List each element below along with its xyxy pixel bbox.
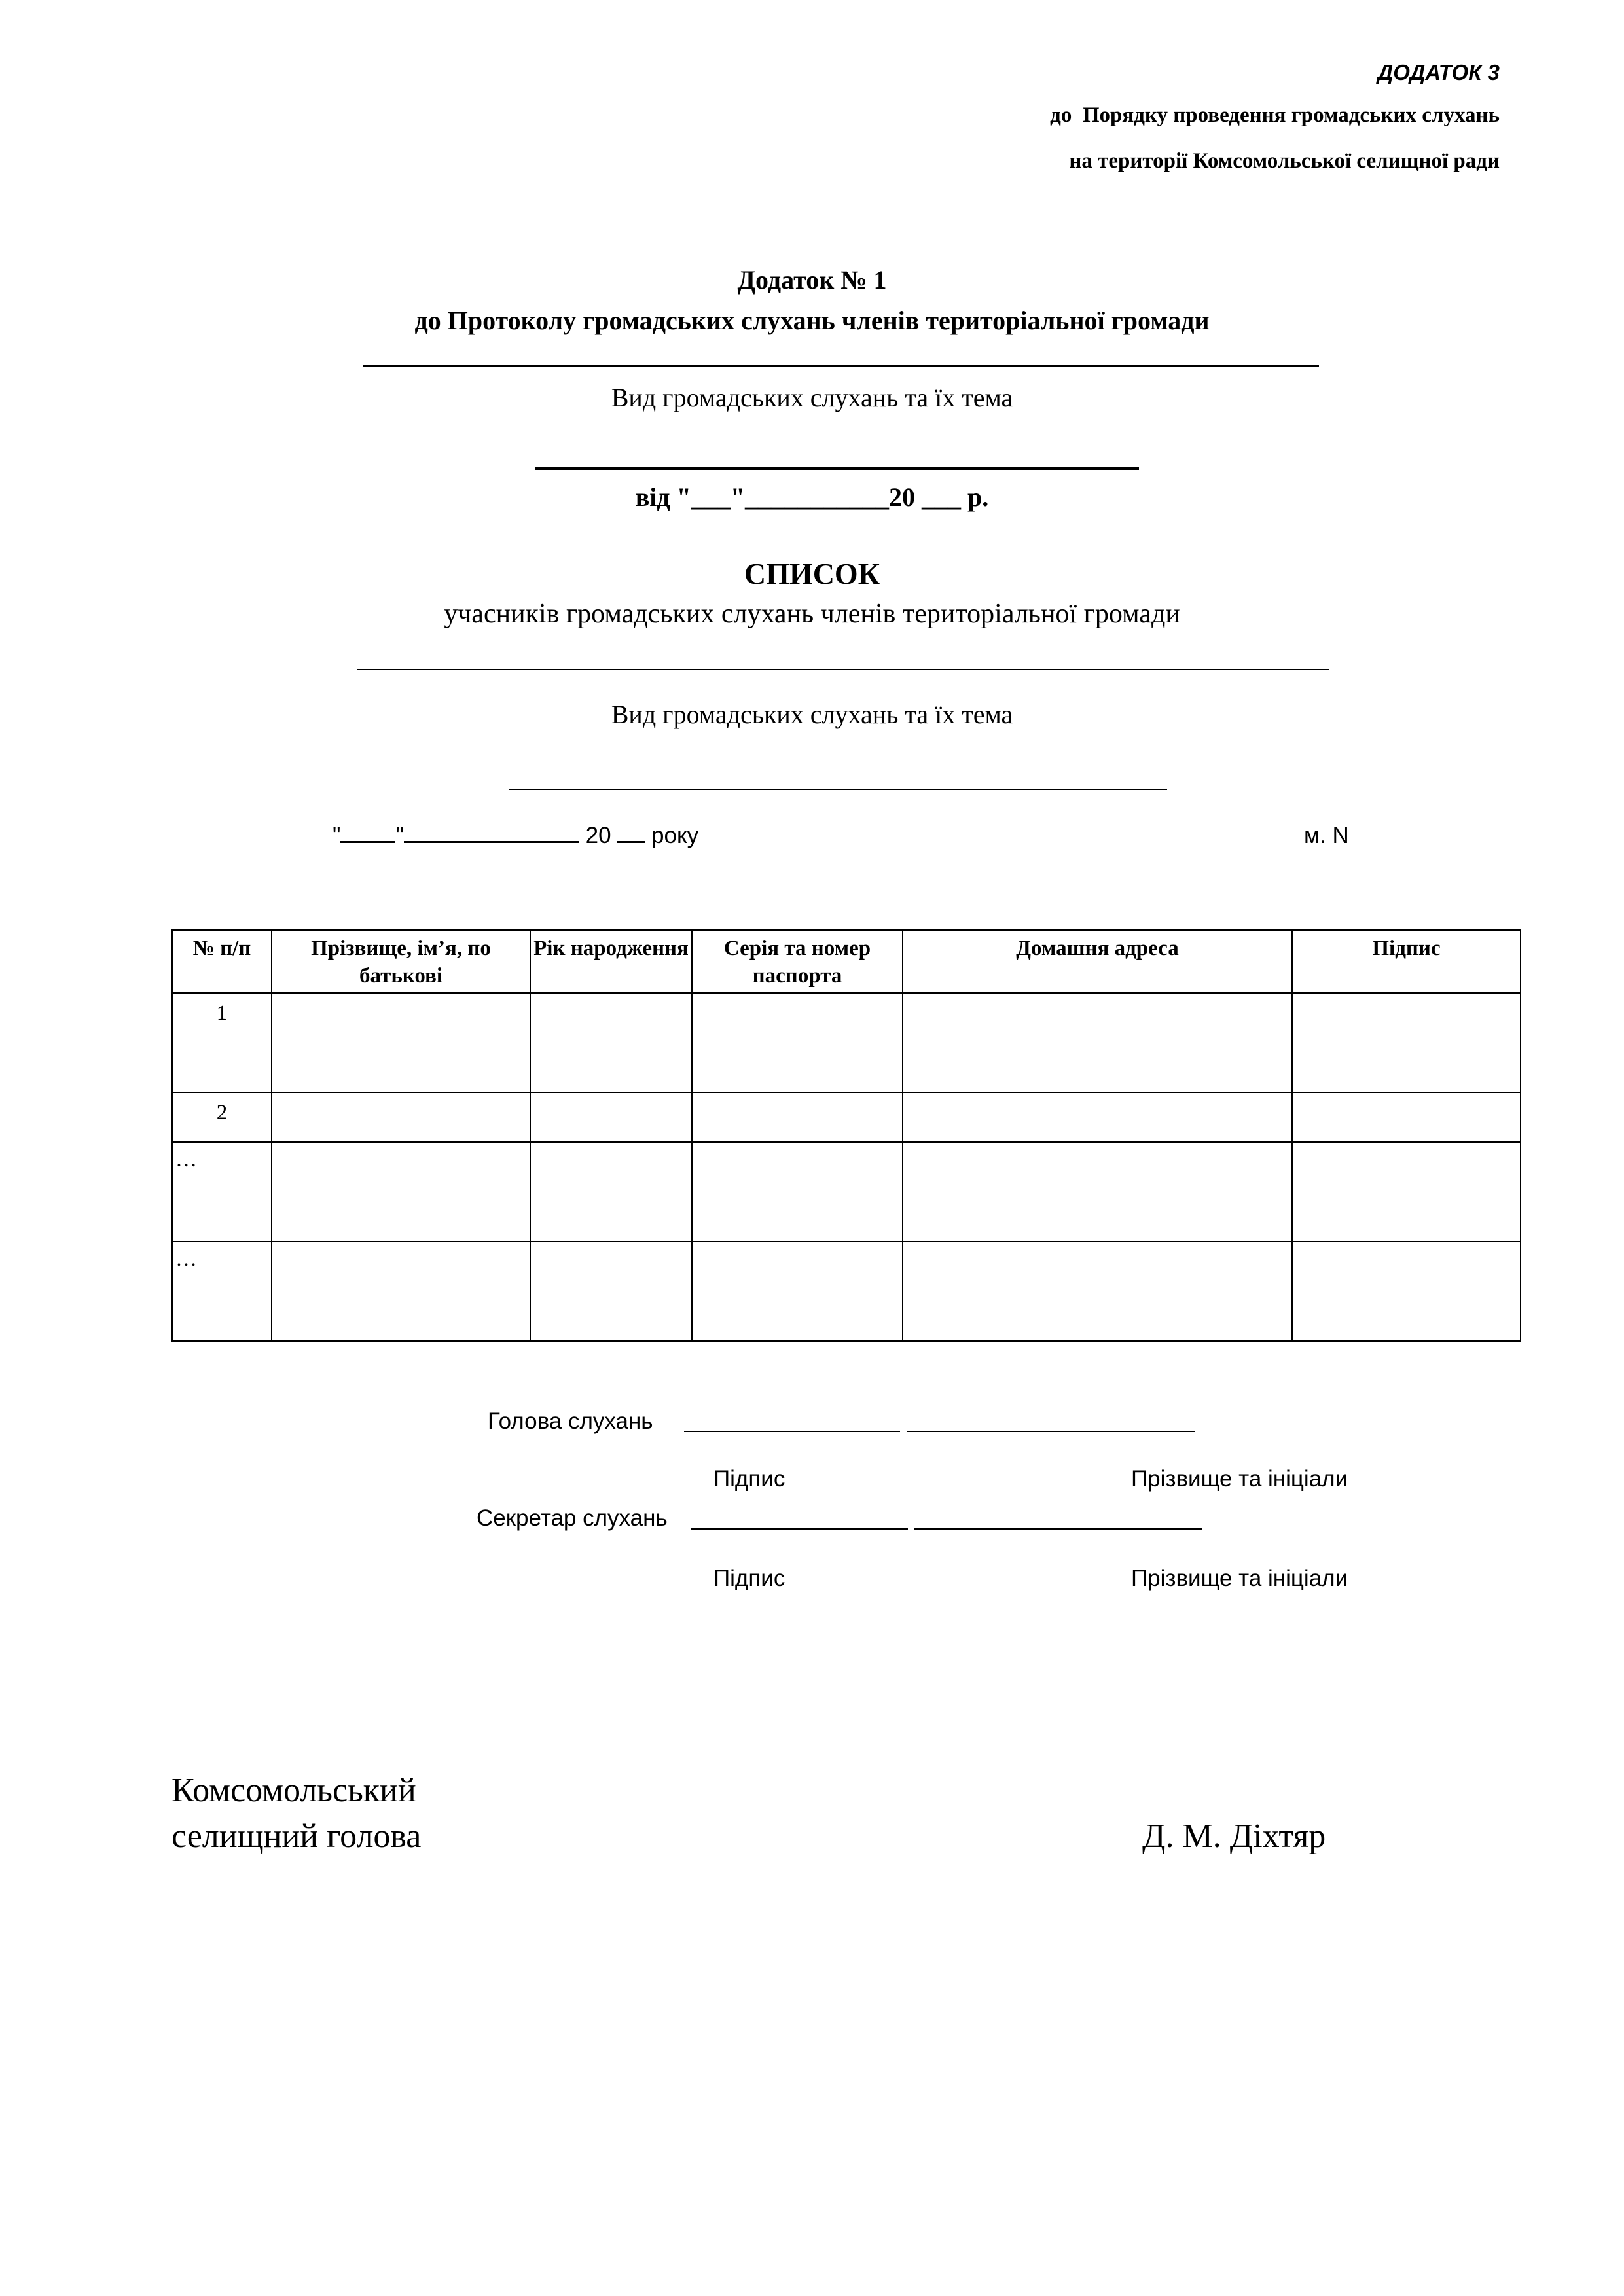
date-suffix: року: [651, 823, 699, 848]
table-cell: [1292, 993, 1521, 1092]
column-header: Домашня адреса: [903, 930, 1292, 993]
date-quote-close: ": [395, 823, 404, 848]
table-cell: [530, 993, 692, 1092]
table-cell: [272, 1242, 530, 1341]
table-cell: [1292, 1092, 1521, 1142]
table-cell: [1292, 1242, 1521, 1341]
table-cell: [530, 1142, 692, 1242]
chair-signature-line: [684, 1431, 900, 1432]
list-place: м. N: [1304, 823, 1349, 848]
participants-table: [171, 929, 1521, 1342]
table-cell: [903, 1142, 1292, 1242]
appendix-line-1: до Порядку проведення громадських слухань: [1050, 103, 1500, 127]
protocol-theme-line: [535, 467, 1139, 470]
table-cell: [692, 1142, 903, 1242]
column-header: Серія та номер паспорта: [692, 930, 903, 993]
row-number: 1: [172, 993, 272, 1092]
table-cell: [530, 1092, 692, 1142]
list-kind-line: [357, 669, 1329, 670]
chair-name-line: [907, 1431, 1195, 1432]
appendix-line-2: на території Комсомольської селищної ради: [1069, 149, 1500, 173]
table-cell: [530, 1242, 692, 1341]
footer-position-line-1: Комсомольський: [171, 1772, 416, 1809]
protocol-kind-caption: Вид громадських слухань та їх тема: [611, 383, 1013, 412]
column-header: № п/п: [172, 930, 272, 993]
table-cell: [692, 1242, 903, 1341]
protocol-date: від "___"___________20 ___ р.: [635, 482, 989, 512]
list-subtitle: учасників громадських слухань членів територіальної громади: [444, 599, 1180, 629]
chair-signature-caption: Підпис: [713, 1466, 785, 1492]
date-year-blank: [617, 823, 645, 843]
protocol-kind-line: [363, 365, 1319, 367]
table-row: [172, 1242, 1521, 1341]
table-cell: [692, 1092, 903, 1142]
column-header: Прізвище, ім’я, по батькові: [272, 930, 530, 993]
column-header: Підпис: [1292, 930, 1521, 993]
protocol-subtitle: до Протоколу громадських слухань членів територіальної громади: [414, 306, 1210, 335]
secretary-label: Секретар слухань: [477, 1505, 668, 1531]
secretary-signature-line: [691, 1528, 908, 1530]
column-header: Рік народження: [530, 930, 692, 993]
list-theme-line: [509, 789, 1167, 790]
row-number: …: [172, 1142, 272, 1242]
date-day-blank: [340, 823, 395, 843]
table-row: [172, 993, 1521, 1092]
table-cell: [903, 1092, 1292, 1142]
list-title: СПИСОК: [744, 557, 880, 590]
appendix-title: ДОДАТОК 3: [1377, 60, 1500, 84]
table-cell: [1292, 1142, 1521, 1242]
footer-head-name: Д. М. Діхтяр: [1142, 1818, 1326, 1855]
table-cell: [903, 993, 1292, 1092]
secretary-signature-caption: Підпис: [713, 1566, 785, 1591]
table-cell: [692, 993, 903, 1092]
table-cell: [272, 1142, 530, 1242]
secretary-name-line: [914, 1528, 1202, 1530]
row-number: 2: [172, 1092, 272, 1142]
date-quote-open: ": [333, 823, 341, 848]
chair-name-caption: Прізвище та ініціали: [1131, 1466, 1348, 1492]
table-cell: [272, 993, 530, 1092]
table-header-row: [172, 930, 1521, 993]
table-cell: [272, 1092, 530, 1142]
chair-label: Голова слухань: [488, 1408, 653, 1434]
date-year-prefix: 20: [585, 823, 611, 848]
table-row: [172, 1142, 1521, 1242]
secretary-name-caption: Прізвище та ініціали: [1131, 1566, 1348, 1591]
list-date: [333, 823, 698, 849]
list-kind-caption: Вид громадських слухань та їх тема: [611, 700, 1013, 729]
footer-position-line-2: селищний голова: [171, 1818, 422, 1855]
date-month-blank: [404, 823, 579, 843]
protocol-title: Додаток № 1: [737, 265, 887, 295]
row-number: …: [172, 1242, 272, 1341]
table-cell: [903, 1242, 1292, 1341]
table-row: [172, 1092, 1521, 1142]
